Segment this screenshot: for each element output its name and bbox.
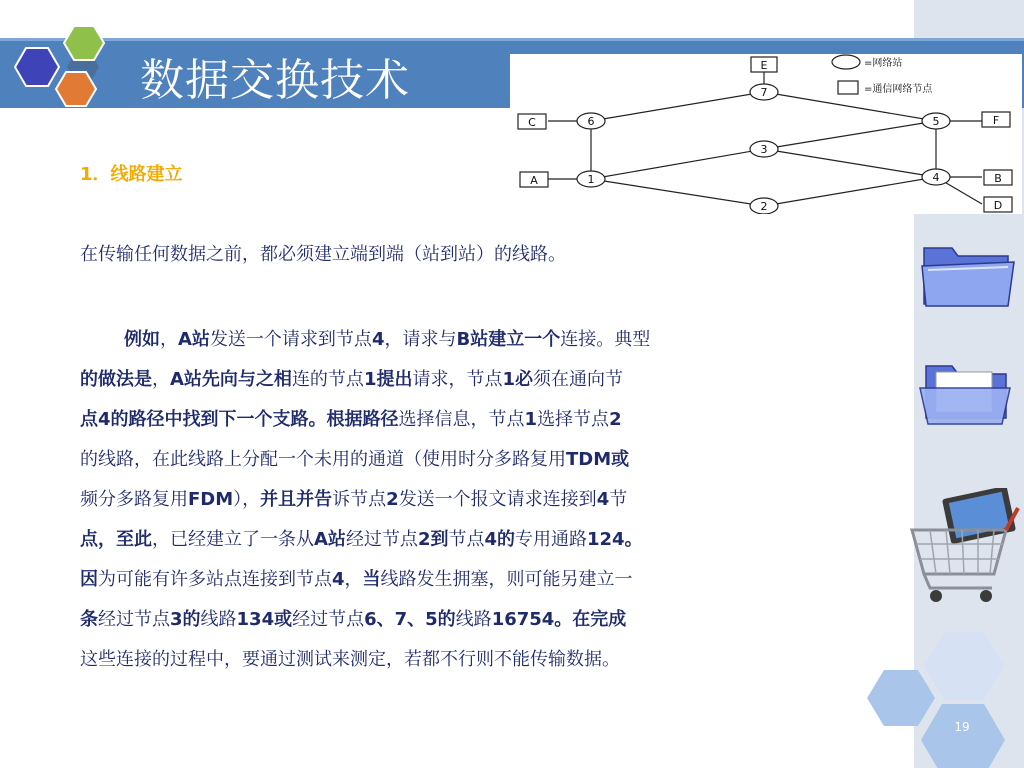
station-a-label: A [530,174,538,187]
text-run: 1提出 [363,369,413,390]
decorative-hexagons [860,630,1024,768]
legend-circle-label: =网络站 [864,58,903,69]
text-run: 为可能有许多站点连接到节点 [98,569,332,590]
text-run: 的线路，在此线路上分配一个未用的通道（使用时分多路复用 [80,449,566,470]
text-run: 124。 [587,529,643,550]
paragraph-line [80,400,870,440]
text-run: A站 [314,529,346,550]
text-run: ， [160,329,178,350]
text-run: 点4的路径中找到下一个支路。根据路径 [80,409,399,430]
text-run: 的做法是 [80,369,152,390]
text-run: 线路发生拥塞，则可能另建立一 [380,569,633,590]
text-run: TDM或 [566,449,630,470]
text-run: ， [152,369,170,390]
station-b-label: B [994,172,1002,185]
text-run: 例如 [124,329,160,350]
text-run: 经过节点 [345,529,418,550]
station-f-label: F [992,114,1000,127]
paragraph-line [80,480,870,520]
page-number: 19 [954,720,970,734]
text-run: 这些连接的过程中，要通过测试来测定，若都不行则不能传输数据。 [80,649,620,670]
text-run: 2 [609,409,622,430]
text-run: A站 [178,329,210,350]
text-run: 诉节点 [332,489,387,510]
legend-square-label: =通信网络节点 [864,84,933,95]
node-4-label: 4 [932,171,940,184]
open-folder-icon [918,358,1018,430]
text-run: FDM [188,489,234,510]
text-run: 16754。在完成 [491,609,627,630]
text-run: 经过节点 [98,609,170,630]
text-run: 经过节点 [292,609,365,630]
paragraph-line [80,640,870,680]
text-run: 2到 [417,529,449,550]
shopping-cart-icon [906,488,1024,608]
node-7-label: 7 [760,86,768,99]
text-run: 134或 [236,609,293,630]
body-paragraph [80,320,870,680]
text-run: 连的节点 [291,369,364,390]
node-1-label: 1 [587,173,595,186]
paragraph-line [80,440,870,480]
text-run: 须在通向节 [533,369,623,390]
hexagon-logo-icon [14,24,124,114]
text-run: 当 [362,569,381,590]
text-run: 选择节点 [537,409,610,430]
text-run: B站建立一个 [456,329,561,350]
station-c-label: C [528,116,536,129]
node-6-label: 6 [587,115,595,128]
text-run: 2 [386,489,399,510]
network-diagram [510,54,1022,214]
text-run: 3的 [170,609,201,630]
node-5-label: 5 [932,115,940,128]
text-run: 发送一个报文请求连接到 [398,489,597,510]
text-run: ，已经建立了一条从 [152,529,314,550]
paragraph-line [80,560,870,600]
slide-title: 数据交换技术 [140,55,410,106]
text-run: 节点 [448,529,485,550]
text-run: 条 [80,609,98,630]
node-3-label: 3 [760,143,768,156]
text-run: 请求，节点 [412,369,503,390]
section-heading: 1．线路建立 [80,164,183,185]
node-2-label: 2 [760,200,768,213]
text-run: 4 [596,489,610,510]
text-run: ，请求与 [384,329,457,350]
text-run: 频分多路复用 [80,489,188,510]
paragraph-line [80,320,870,360]
text-run: ， [344,569,363,590]
text-run: 4 [332,569,345,590]
text-run: 发送一个请求到节点 [209,329,372,350]
text-run: 并且并告 [260,489,333,510]
text-run: 线路 [455,609,492,630]
folder-icon [918,238,1018,310]
text-run: 1必 [502,369,533,390]
text-run: 节 [609,489,628,510]
text-run: 1 [524,409,538,430]
intro-text: 在传输任何数据之前，都必须建立端到端（站到站）的线路。 [80,244,566,265]
text-run: A站先向与之相 [170,369,292,390]
station-d-label: D [993,199,1003,212]
paragraph-line [80,360,870,400]
text-run: 连接。典型 [560,329,651,350]
text-run: 4的 [484,529,515,550]
text-run: 4 [371,329,385,350]
station-e-label: E [760,59,768,72]
text-run: 选择信息，节点 [398,409,525,430]
text-run: ）， [233,489,261,510]
text-run: 专用通路 [515,529,587,550]
text-run: 点，至此 [80,529,152,550]
text-run: 6、7、5的 [364,609,456,630]
paragraph-line [80,600,870,640]
paragraph-line [80,520,870,560]
text-run: 线路 [200,609,237,630]
text-run: 因 [80,569,98,590]
